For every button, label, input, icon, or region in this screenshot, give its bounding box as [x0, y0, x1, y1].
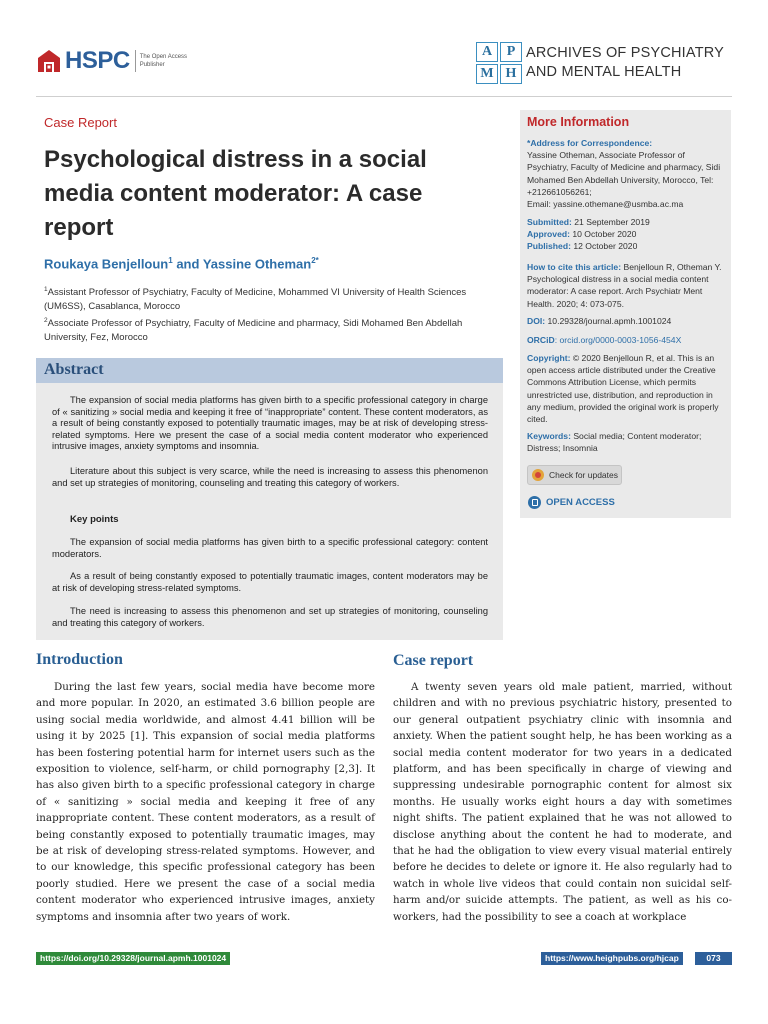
- author-affiliation-mark: 2*: [311, 256, 319, 265]
- author-conjunction: and: [172, 256, 203, 272]
- key-point: As a result of being constantly exposed to potentially traumatic images, content moderators may be at risk of developing stress-related symptoms.: [52, 571, 488, 593]
- orcid-label: ORCiD: [527, 335, 555, 345]
- journal-letter: H: [500, 64, 522, 84]
- published-label: Published:: [527, 241, 571, 252]
- journal-title: [526, 44, 724, 82]
- submitted-date: [527, 216, 727, 228]
- submitted-label: Submitted:: [527, 217, 572, 227]
- keywords-text: Social media; Content moderator; Distress; Insomnia: [527, 431, 702, 454]
- check-for-updates-button[interactable]: [527, 465, 622, 485]
- introduction-heading: Introduction: [36, 651, 123, 668]
- journal-title-line-2: AND MENTAL HEALTH: [526, 64, 682, 80]
- introduction-text: During the last few years, social media have become more and more popular. In 2020, an estimated 3.6 billion people are using social media worldwide, and almost 4.41 billion will be using it by 2025 [1]. This expansion of social media platforms has been fostering potential harm for internet users such as the exposition to violence, self-harm, or child pornography [2,3]. It has also given birth to a specific professional category in charge of « sanitizing » social media and keeping it free of any inappropriate content. These content moderators, as a result of being constantly exposed to potentially traumatic images, may be at risk of developing stress-related symptoms. However, and to our knowledge, this specific professional category has been poorly studied. Here we present the case of a social media content moderator who experienced intrusive images, anxiety symptoms and insomnia after two years of work.: [36, 681, 375, 923]
- published-date: [527, 240, 727, 252]
- approved-date: [527, 228, 727, 240]
- citation-block: [527, 261, 727, 310]
- doi-line: [527, 315, 727, 327]
- journal-letter: A: [476, 42, 498, 62]
- affiliation: [44, 314, 504, 345]
- author-name[interactable]: Roukaya Benjelloun: [44, 256, 169, 272]
- journal-letter: P: [500, 42, 522, 62]
- journal-letter: M: [476, 64, 498, 84]
- citation-label: How to cite this article:: [527, 262, 622, 272]
- logo-divider: [135, 50, 136, 72]
- key-point: The expansion of social media platforms has given birth to a specific professional category: content moderators.: [52, 537, 488, 559]
- tagline-line-1: The Open Access: [139, 54, 188, 60]
- page-number: 073: [695, 952, 732, 965]
- correspondence-label: *Address for Correspondence:: [527, 138, 653, 148]
- footer-journal-link[interactable]: https://www.heighpubs.org/hjcap: [541, 952, 683, 965]
- submitted-value: 21 September 2019: [571, 217, 650, 227]
- article-title: Psychological distress in a social media content moderator: A case report: [44, 146, 427, 241]
- footer-doi-link[interactable]: https://doi.org/10.29328/journal.apmh.1001024: [36, 952, 230, 965]
- publisher-tagline: [140, 53, 187, 69]
- journal-letter-grid: [476, 42, 522, 84]
- key-point: The need is increasing to assess this phenomenon and set up strategies of monitoring, counseling and treating this category of workers.: [52, 606, 488, 628]
- key-points-heading: Key points: [70, 514, 119, 525]
- affiliation-text: Associate Professor of Psychiatry, Faculty of Medicine and pharmacy, Sidi Mohamed Ben Abdellah University, Fez, Morocco: [44, 318, 463, 344]
- keywords-label: Keywords:: [527, 431, 571, 441]
- article-type-label: Case Report: [44, 115, 117, 130]
- approved-label: Approved:: [527, 229, 570, 240]
- open-access-badge: [528, 496, 615, 509]
- case-report-text: A twenty seven years old male patient, married, without children and with no previous psychiatric history, presented to our general outpatient psychiatry clinic with insomnia and anxiety. When the patient sought help, he has been working as a social media content moderator for two years in a dedicated platform, and has been specifically in charge of viewing and suppressing undesirable pornographic content for almost six months. He usually works eight hours a day with sometimes night shifts. The patient explained that he was not allowed to disclose anything about the content he had to moderate, and that he had the obligation to view every visual material entirely before he decides to delete or ignore it. He also regularly had to watch in whole live videos that could contain non suicidal self-harm and/or suicide attempts. The patient, as well as his co-workers, had the possibility to see a coach at workplace: [393, 681, 732, 923]
- doi-value[interactable]: 10.29328/journal.apmh.1001024: [545, 316, 672, 326]
- correspondence-email[interactable]: Email: yassine.othemane@usmba.ac.ma: [527, 199, 684, 210]
- author-list: [44, 256, 319, 271]
- copyright-block: [527, 352, 727, 425]
- open-access-label: OPEN ACCESS: [546, 497, 615, 508]
- hspc-house-icon: [36, 48, 62, 74]
- publisher-logo: [36, 46, 187, 76]
- header-divider: [36, 96, 732, 97]
- orcid-line: [527, 334, 727, 346]
- tagline-line-2: Publisher: [139, 62, 165, 68]
- more-information-heading: More Information: [527, 115, 630, 129]
- citation-text: Benjelloun R, Otheman Y. Psychological distress in a social media content moderator: A case report. Arch Psychiatr Ment Health. 2020; 4: 073-075.: [527, 262, 722, 309]
- journal-logo: [476, 42, 724, 84]
- open-lock-icon: [528, 496, 541, 509]
- publisher-name: HSPC: [65, 47, 130, 74]
- published-value: 12 October 2020: [570, 241, 638, 252]
- abstract-paragraph: The expansion of social media platforms has given birth to a specific professional category in charge of « sanitizing » social media and keeping it free of “inappropriate” content. These content moderators, as a result of being constantly exposed to potentially traumatic images, may be at risk of developing stress-related symptoms. Here we present the case of a social media content moderator who experienced intrusive images, anxiety symptoms and insomnia.: [52, 395, 488, 452]
- article-dates: [527, 216, 727, 253]
- affiliation: [44, 283, 504, 314]
- author-affiliation-mark: 1: [168, 256, 173, 265]
- correspondence-text: Yassine Otheman, Associate Professor of Psychiatry, Faculty of Medicine and pharmacy, Sidi Mohamed Ben Abdellah University, Morocco, Tel: +212661056261;: [527, 150, 721, 197]
- doi-label: DOI:: [527, 316, 546, 326]
- abstract-heading: Abstract: [44, 361, 104, 378]
- journal-title-line-1: ARCHIVES OF PSYCHIATRY: [526, 45, 725, 61]
- copyright-text: © 2020 Benjelloun R, et al. This is an open access article distributed under the Creative Commons Attribution License, which permits unrestricted use, distribution, and reproduction in any medium, provided the original work is properly cited.: [527, 353, 719, 425]
- affiliation-mark: 1: [44, 286, 48, 293]
- orcid-value[interactable]: : orcid.org/0000-0003-1056-454X: [554, 335, 682, 345]
- abstract-header: [36, 358, 503, 383]
- copyright-label: Copyright:: [527, 353, 571, 363]
- approved-value: 10 October 2020: [569, 229, 637, 240]
- correspondence-address: [527, 137, 727, 210]
- crossmark-icon: [532, 469, 544, 481]
- check-for-updates-label: Check for updates: [549, 470, 618, 480]
- author-name[interactable]: Yassine Otheman: [202, 256, 312, 272]
- abstract-paragraph: Literature about this subject is very scarce, while the need is increasing to assess this phenomenon and set up strategies of monitoring, counseling and treating this category of workers.: [52, 466, 488, 488]
- case-report-heading: Case report: [393, 652, 474, 669]
- affiliation-text: Assistant Professor of Psychiatry, Faculty of Medicine, Mohammed VI University of Health Sciences (UM6SS), Casablanca, Morocco: [44, 287, 467, 313]
- keywords-block: [527, 430, 727, 454]
- affiliation-mark: 2: [44, 317, 48, 324]
